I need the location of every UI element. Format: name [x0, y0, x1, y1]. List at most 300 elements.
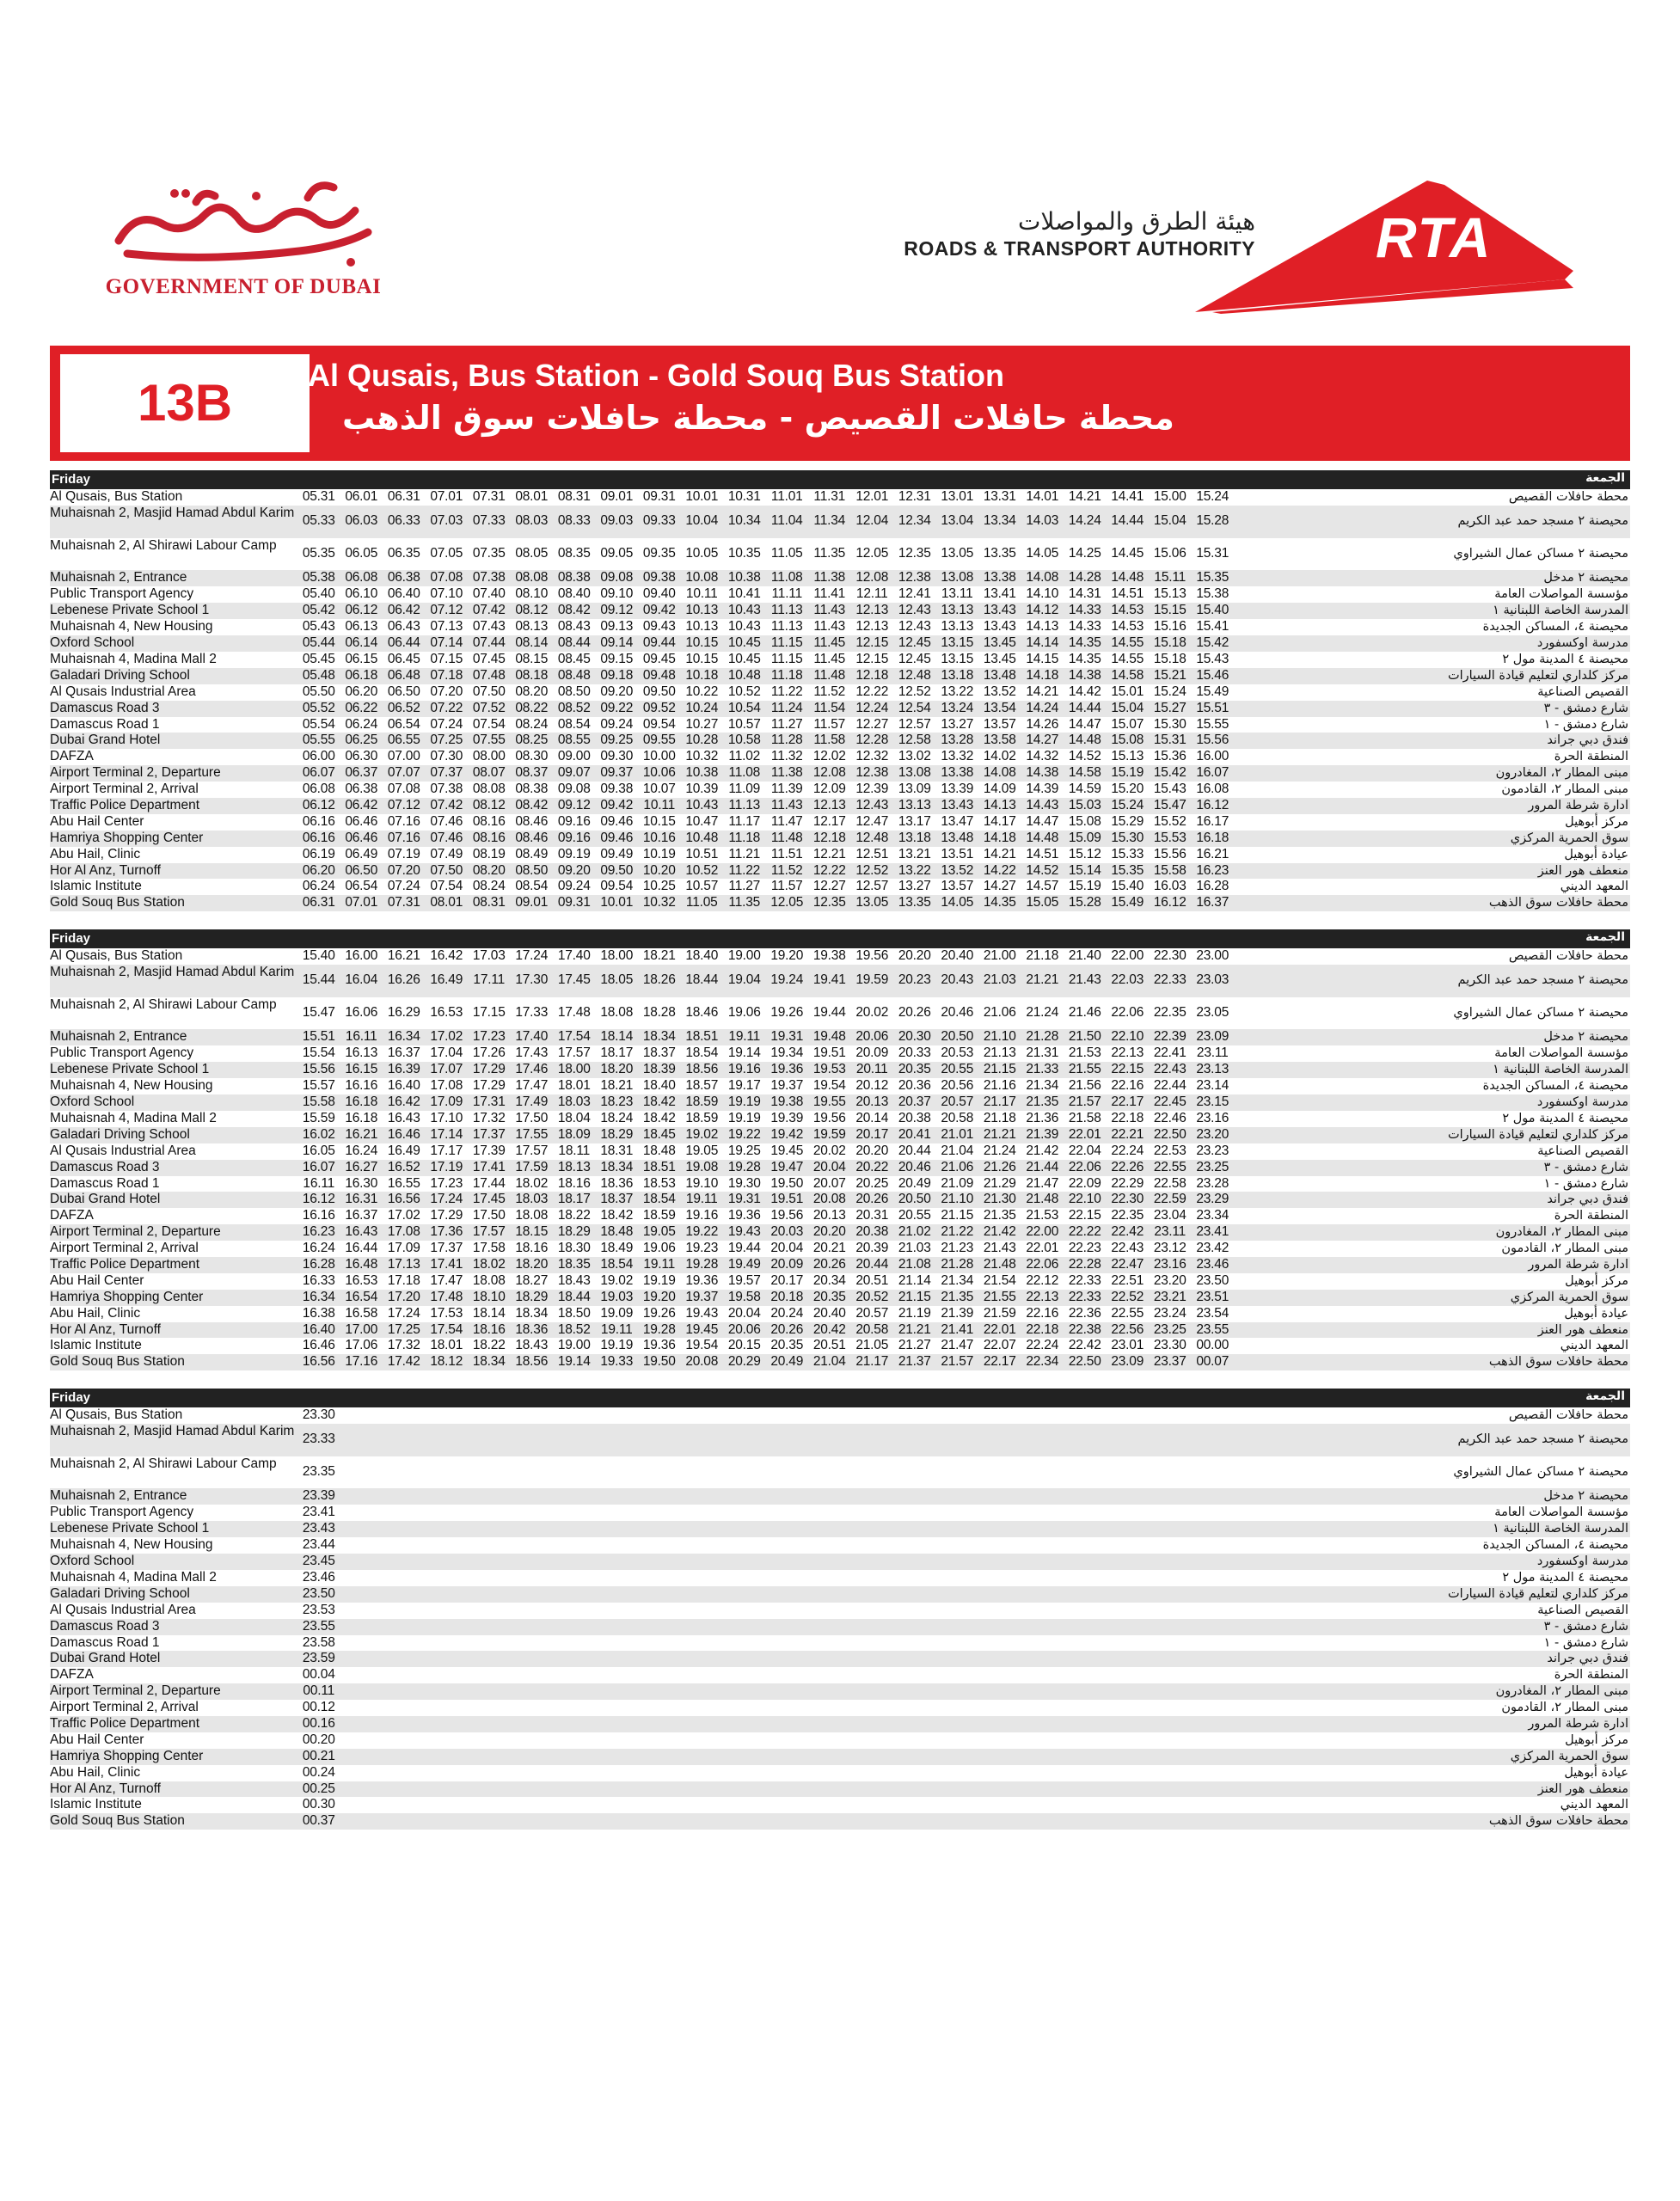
departure-time: 11.52	[813, 684, 846, 699]
departure-time: 15.21	[1153, 667, 1186, 683]
departure-time: 08.48	[557, 667, 591, 683]
departure-time: 14.55	[1111, 635, 1144, 651]
departure-time: 21.43	[983, 1241, 1016, 1256]
departure-time: 10.18	[685, 667, 719, 683]
stop-name-arabic: شارع دمشق - ١	[1543, 717, 1628, 732]
departure-time: 10.57	[727, 716, 761, 732]
departure-times	[297, 1176, 1234, 1192]
departure-time: 13.13	[941, 603, 974, 618]
stop-name-english: Abu Hail, Clinic	[50, 1764, 141, 1780]
departure-time: 15.43	[1153, 782, 1186, 797]
departure-time: 20.25	[855, 1175, 889, 1191]
table-row	[50, 717, 1630, 733]
departure-time: 09.50	[600, 862, 634, 878]
departure-time: 18.20	[515, 1256, 549, 1272]
departure-time: 23.50	[1196, 1272, 1229, 1288]
departure-time: 15.24	[1111, 797, 1144, 812]
table-row	[50, 1505, 1630, 1521]
departure-time: 07.14	[430, 635, 463, 651]
departure-time: 21.10	[983, 1029, 1016, 1045]
departure-time: 19.55	[812, 1094, 846, 1110]
departure-time: 20.58	[941, 1110, 974, 1125]
departure-time: 23.54	[1196, 1305, 1229, 1321]
departure-time: 16.08	[1196, 782, 1229, 797]
departure-time: 16.12	[1196, 797, 1229, 812]
stop-name-english: Abu Hail Center	[50, 1272, 144, 1288]
stop-name-arabic: مبنى المطار ٢، القادمون	[1501, 1701, 1628, 1715]
departure-time: 08.33	[557, 512, 591, 528]
table-row	[50, 1224, 1630, 1241]
departure-time: 14.41	[1111, 489, 1144, 504]
departure-time: 18.16	[472, 1321, 506, 1337]
departure-time: 14.39	[1026, 782, 1059, 797]
departure-times	[297, 831, 1234, 847]
departure-time: 19.36	[770, 1062, 804, 1077]
departure-time: 16.21	[1196, 846, 1229, 861]
departure-time: 11.32	[770, 749, 803, 764]
departure-time: 22.30	[1111, 1192, 1144, 1207]
departure-time: 23.11	[1196, 1045, 1229, 1061]
departure-time: 21.53	[1068, 1045, 1101, 1061]
departure-time: 20.31	[855, 1208, 889, 1223]
departure-time: 17.29	[430, 1208, 463, 1223]
stop-name-english: Muhaisnah 4, New Housing	[50, 1078, 213, 1094]
departure-time: 13.09	[898, 782, 931, 797]
departure-time: 14.55	[1111, 651, 1144, 666]
departure-time: 16.00	[1196, 749, 1229, 764]
departure-time: 09.20	[557, 862, 591, 878]
stop-name-arabic: مركز كلداري لتعليم قيادة السيارات	[1447, 1127, 1628, 1142]
departure-time: 19.16	[727, 1062, 761, 1077]
departure-time: 10.35	[727, 545, 761, 561]
departure-time: 23.53	[302, 1602, 335, 1617]
departure-time: 21.36	[1026, 1110, 1059, 1125]
departure-time: 09.19	[557, 846, 591, 861]
departure-time: 16.34	[302, 1289, 335, 1304]
departure-time: 17.02	[387, 1208, 420, 1223]
departure-time: 20.49	[898, 1175, 931, 1191]
departure-time: 15.06	[1153, 545, 1186, 561]
stop-name-arabic: محيصنة ٢ مساكن عمال الشيراوي	[1453, 546, 1628, 561]
departure-time: 20.34	[812, 1272, 846, 1288]
departure-time: 19.10	[685, 1175, 719, 1191]
departure-time: 15.54	[302, 1045, 335, 1061]
departure-time: 11.45	[813, 651, 846, 666]
departure-time: 14.35	[983, 895, 1016, 910]
departure-time: 18.02	[515, 1175, 549, 1191]
departure-time: 10.25	[642, 879, 676, 894]
departure-time: 18.01	[557, 1078, 591, 1094]
departure-time: 16.03	[1153, 879, 1186, 894]
departure-time: 08.44	[557, 635, 591, 651]
departure-time: 07.13	[430, 619, 463, 635]
departure-time: 21.00	[983, 948, 1016, 963]
departure-time: 21.26	[983, 1159, 1016, 1174]
table-row	[50, 1078, 1630, 1094]
departure-time: 11.35	[813, 545, 846, 561]
departure-time: 16.46	[302, 1338, 335, 1353]
rta-logo-text: RTA	[1376, 205, 1493, 269]
departure-time: 22.50	[1153, 1126, 1186, 1142]
stop-name-english: Muhaisnah 2, Entrance	[50, 1029, 187, 1045]
departure-times	[297, 717, 1234, 733]
departure-time: 20.38	[855, 1224, 889, 1240]
departure-time: 23.16	[1153, 1256, 1186, 1272]
departure-time: 14.51	[1026, 846, 1059, 861]
departure-time: 09.03	[600, 512, 634, 528]
departure-time: 15.56	[1153, 846, 1186, 861]
departure-time: 06.00	[302, 749, 335, 764]
table-row	[50, 1586, 1630, 1603]
departure-time: 12.22	[855, 684, 889, 699]
departure-time: 08.31	[472, 895, 506, 910]
departure-time: 18.54	[685, 1045, 719, 1061]
departure-time: 08.07	[472, 765, 506, 781]
table-row	[50, 1683, 1630, 1700]
departure-times	[297, 1062, 1234, 1078]
stop-name-arabic: القصيص الصناعية	[1537, 684, 1628, 699]
departure-time: 18.04	[557, 1110, 591, 1125]
departure-time: 19.05	[642, 1224, 676, 1240]
departure-time: 18.17	[557, 1192, 591, 1207]
departure-time: 13.08	[898, 765, 931, 781]
departure-time: 14.15	[1026, 651, 1059, 666]
departure-time: 14.44	[1111, 512, 1144, 528]
departure-time: 21.55	[983, 1289, 1016, 1304]
departure-time: 17.59	[515, 1159, 549, 1174]
departure-time: 16.06	[345, 1004, 378, 1020]
departure-time: 08.00	[472, 749, 506, 764]
departure-time: 17.45	[472, 1192, 506, 1207]
departure-time: 15.46	[1196, 667, 1229, 683]
departure-time: 21.58	[1068, 1110, 1101, 1125]
departure-time: 09.16	[557, 813, 591, 829]
stop-name-arabic: منعطف هور العنز	[1537, 863, 1628, 878]
departure-time: 22.35	[1153, 1004, 1186, 1020]
departure-time: 06.50	[345, 862, 378, 878]
departure-time: 19.19	[600, 1338, 634, 1353]
departure-time: 22.45	[1153, 1094, 1186, 1110]
departure-time: 08.25	[515, 733, 549, 748]
departure-time: 14.48	[1111, 570, 1144, 586]
departure-time: 07.12	[387, 797, 420, 812]
stop-name-english: Traffic Police Department	[50, 1715, 200, 1731]
stop-name-arabic: شارع دمشق - ٣	[1543, 1619, 1628, 1634]
departure-time: 06.42	[345, 797, 378, 812]
table-row	[50, 749, 1630, 765]
timetable-section-1	[50, 470, 1630, 911]
departure-time: 14.48	[1026, 830, 1059, 845]
departure-time: 11.24	[770, 700, 803, 715]
departure-time: 07.08	[430, 570, 463, 586]
departure-time: 13.32	[941, 749, 974, 764]
departure-time: 18.57	[685, 1078, 719, 1094]
stop-name-english: Lebenese Private School 1	[50, 603, 210, 618]
section-day-header	[50, 470, 1630, 489]
stop-name-arabic: مدرسة اوكسفورد	[1536, 636, 1628, 651]
departure-time: 12.38	[898, 570, 931, 586]
departure-time: 16.37	[345, 1208, 378, 1223]
departure-time: 22.01	[983, 1321, 1016, 1337]
table-row	[50, 879, 1630, 895]
departure-time: 13.43	[983, 603, 1016, 618]
departure-time: 18.51	[642, 1159, 676, 1174]
departure-time: 07.12	[430, 603, 463, 618]
departure-times	[297, 1160, 1234, 1176]
section-day-header	[50, 1389, 1630, 1407]
departure-time: 23.03	[1196, 972, 1229, 987]
departure-time: 09.52	[642, 700, 676, 715]
stop-name-arabic: ادارة شرطة المرور	[1528, 798, 1628, 812]
departure-time: 18.16	[557, 1175, 591, 1191]
departure-time: 17.02	[430, 1029, 463, 1045]
departure-time: 18.44	[685, 972, 719, 987]
departure-time: 15.13	[1153, 586, 1186, 602]
departure-time: 21.59	[983, 1305, 1016, 1321]
departure-time: 06.24	[345, 716, 378, 732]
departure-time: 06.46	[345, 813, 378, 829]
departure-time: 09.25	[600, 733, 634, 748]
departure-time: 10.31	[727, 489, 761, 504]
departure-time: 10.32	[642, 895, 676, 910]
departure-times	[297, 1813, 340, 1830]
stop-name-english: Dubai Grand Hotel	[50, 1651, 161, 1666]
departure-times	[297, 1651, 340, 1667]
departure-time: 21.27	[898, 1338, 931, 1353]
departure-time: 10.27	[685, 716, 719, 732]
departure-time: 17.48	[557, 1004, 591, 1020]
table-row	[50, 965, 1630, 997]
departure-time: 15.18	[1153, 651, 1186, 666]
departure-time: 06.16	[302, 813, 335, 829]
departure-time: 13.27	[898, 879, 931, 894]
departure-time: 17.30	[515, 972, 549, 987]
departure-time: 19.11	[600, 1321, 633, 1337]
departure-times	[297, 668, 1234, 684]
departure-time: 07.24	[430, 716, 463, 732]
table-row	[50, 1257, 1630, 1273]
departure-time: 22.29	[1111, 1175, 1144, 1191]
departure-time: 18.42	[642, 1110, 676, 1125]
departure-time: 18.54	[642, 1192, 676, 1207]
departure-time: 23.24	[1153, 1305, 1186, 1321]
departure-time: 10.15	[685, 635, 719, 651]
departure-time: 18.29	[600, 1126, 634, 1142]
departure-time: 18.49	[600, 1241, 634, 1256]
stop-name-english: Damascus Road 3	[50, 1159, 160, 1174]
departure-time: 10.39	[685, 782, 719, 797]
departure-time: 19.31	[770, 1029, 804, 1045]
departure-time: 14.31	[1068, 586, 1101, 602]
departure-time: 22.33	[1068, 1289, 1101, 1304]
stop-name-english: Gold Souq Bus Station	[50, 1354, 185, 1370]
departure-time: 15.00	[1153, 489, 1186, 504]
departure-time: 18.54	[600, 1256, 634, 1272]
departure-time: 14.35	[1068, 651, 1101, 666]
departure-time: 21.15	[983, 1062, 1016, 1077]
stop-name-english: Damascus Road 3	[50, 1618, 160, 1634]
departure-time: 14.38	[1068, 667, 1101, 683]
departure-time: 19.56	[855, 948, 889, 963]
departure-time: 14.24	[1026, 700, 1059, 715]
departure-time: 21.47	[941, 1338, 974, 1353]
departure-time: 21.18	[1026, 948, 1059, 963]
stop-name-arabic: المدرسة الخاصة اللبنانية ١	[1493, 1063, 1628, 1077]
departure-time: 23.55	[302, 1618, 335, 1634]
stop-name-english: Islamic Institute	[50, 1338, 142, 1353]
table-row	[50, 1700, 1630, 1716]
departure-time: 14.47	[1026, 813, 1059, 829]
departure-time: 09.46	[600, 813, 634, 829]
table-row	[50, 798, 1630, 814]
departure-time: 18.10	[472, 1289, 506, 1304]
departure-time: 12.58	[898, 733, 931, 748]
departure-time: 09.35	[642, 545, 676, 561]
departure-times	[297, 1603, 340, 1619]
departure-times	[297, 1586, 340, 1603]
stop-name-arabic: شارع دمشق - ١	[1543, 1635, 1628, 1650]
departure-time: 14.21	[1026, 684, 1059, 699]
departure-time: 06.38	[345, 782, 378, 797]
departure-times	[297, 1354, 1234, 1370]
departure-time: 05.50	[302, 684, 335, 699]
departure-time: 22.39	[1153, 1029, 1186, 1045]
table-row	[50, 1094, 1630, 1111]
departure-time: 16.02	[302, 1126, 335, 1142]
departure-time: 16.23	[302, 1224, 335, 1240]
stop-name-arabic: ادارة شرطة المرور	[1528, 1257, 1628, 1272]
departure-time: 10.13	[685, 619, 719, 635]
stop-name-english: Galadari Driving School	[50, 1585, 190, 1601]
departure-time: 16.49	[430, 972, 463, 987]
departure-time: 23.45	[302, 1554, 335, 1569]
departure-time: 20.50	[941, 1029, 974, 1045]
departure-time: 19.22	[685, 1224, 719, 1240]
departure-time: 06.46	[345, 830, 378, 845]
departure-time: 13.22	[941, 684, 974, 699]
departure-time: 10.52	[685, 862, 719, 878]
departure-time: 19.36	[642, 1338, 676, 1353]
departure-time: 22.42	[1111, 1224, 1144, 1240]
departure-time: 19.59	[855, 972, 889, 987]
departure-time: 12.41	[898, 586, 931, 602]
departure-time: 06.44	[387, 635, 420, 651]
departure-time: 14.59	[1068, 782, 1101, 797]
departure-time: 05.35	[302, 545, 335, 561]
departure-time: 20.46	[941, 1004, 974, 1020]
departure-time: 23.43	[302, 1521, 335, 1536]
departure-time: 07.35	[472, 545, 506, 561]
departure-time: 16.24	[345, 1143, 378, 1158]
departure-time: 22.10	[1068, 1192, 1101, 1207]
departure-time: 09.12	[600, 603, 634, 618]
departure-time: 21.04	[941, 1143, 974, 1158]
departure-time: 21.21	[898, 1321, 931, 1337]
departure-time: 21.35	[983, 1208, 1016, 1223]
stop-name-english: Airport Terminal 2, Departure	[50, 1224, 221, 1240]
departure-time: 16.24	[302, 1241, 335, 1256]
departure-time: 19.28	[727, 1159, 761, 1174]
departure-time: 22.09	[1068, 1175, 1101, 1191]
stop-name-english: Airport Terminal 2, Departure	[50, 765, 221, 781]
departure-time: 16.38	[302, 1305, 335, 1321]
departure-time: 18.29	[557, 1224, 591, 1240]
departure-time: 07.24	[387, 879, 420, 894]
departure-time: 06.30	[345, 749, 378, 764]
departure-time: 21.15	[941, 1208, 974, 1223]
departure-time: 09.16	[557, 830, 591, 845]
departure-time: 21.47	[1026, 1175, 1059, 1191]
departure-time: 09.24	[600, 716, 634, 732]
departure-time: 13.57	[941, 879, 974, 894]
departure-time: 15.41	[1196, 619, 1229, 635]
departure-time: 22.36	[1068, 1305, 1101, 1321]
stop-name-english: Oxford School	[50, 1554, 135, 1569]
departure-time: 18.29	[515, 1289, 549, 1304]
departure-times	[297, 948, 1234, 965]
departure-time: 20.33	[898, 1045, 931, 1061]
departure-time: 23.21	[1153, 1289, 1186, 1304]
departure-time: 06.25	[345, 733, 378, 748]
stop-name-arabic: محطة حافلات سوق الذهب	[1488, 896, 1628, 910]
departure-time: 10.05	[685, 545, 719, 561]
departure-time: 09.33	[642, 512, 676, 528]
stop-name-english: Airport Terminal 2, Arrival	[50, 782, 199, 797]
departure-time: 08.37	[515, 765, 549, 781]
table-row	[50, 506, 1630, 538]
stop-name-arabic: عيادة أبوهيل	[1564, 1306, 1628, 1321]
departure-time: 14.03	[1026, 512, 1059, 528]
departure-time: 13.01	[941, 489, 974, 504]
departure-time: 09.49	[600, 846, 634, 861]
departure-time: 14.52	[1026, 862, 1059, 878]
departure-time: 15.47	[1153, 797, 1186, 812]
departure-time: 11.51	[770, 846, 803, 861]
departure-time: 16.29	[387, 1004, 420, 1020]
departure-time: 11.52	[770, 862, 803, 878]
departure-time: 13.27	[941, 716, 974, 732]
departure-time: 15.51	[1196, 700, 1229, 715]
departure-time: 08.42	[515, 797, 549, 812]
departure-time: 11.15	[770, 635, 803, 651]
departure-time: 08.19	[472, 846, 506, 861]
departure-time: 07.54	[472, 716, 506, 732]
departure-time: 16.23	[1196, 862, 1229, 878]
departure-time: 08.22	[515, 700, 549, 715]
departure-time: 06.18	[345, 667, 378, 683]
departure-time: 19.09	[600, 1305, 634, 1321]
departure-time: 22.41	[1153, 1045, 1186, 1061]
departure-time: 07.18	[430, 667, 463, 683]
departure-time: 10.06	[642, 765, 676, 781]
departure-time: 06.01	[345, 489, 378, 504]
departure-time: 18.14	[600, 1029, 634, 1045]
stop-name-english: Abu Hail Center	[50, 813, 144, 829]
departure-time: 15.40	[302, 948, 335, 963]
departure-time: 21.10	[941, 1192, 974, 1207]
departure-time: 09.00	[557, 749, 591, 764]
departure-time: 15.52	[1153, 813, 1186, 829]
departure-time: 19.33	[600, 1354, 634, 1370]
departure-time: 22.15	[1111, 1062, 1144, 1077]
departure-time: 11.41	[813, 586, 846, 602]
departure-time: 11.54	[813, 700, 846, 715]
departure-times	[297, 570, 1234, 586]
departure-time: 14.33	[1068, 603, 1101, 618]
departure-time: 23.41	[1196, 1224, 1229, 1240]
departure-time: 19.06	[727, 1004, 761, 1020]
departure-time: 09.12	[557, 797, 591, 812]
